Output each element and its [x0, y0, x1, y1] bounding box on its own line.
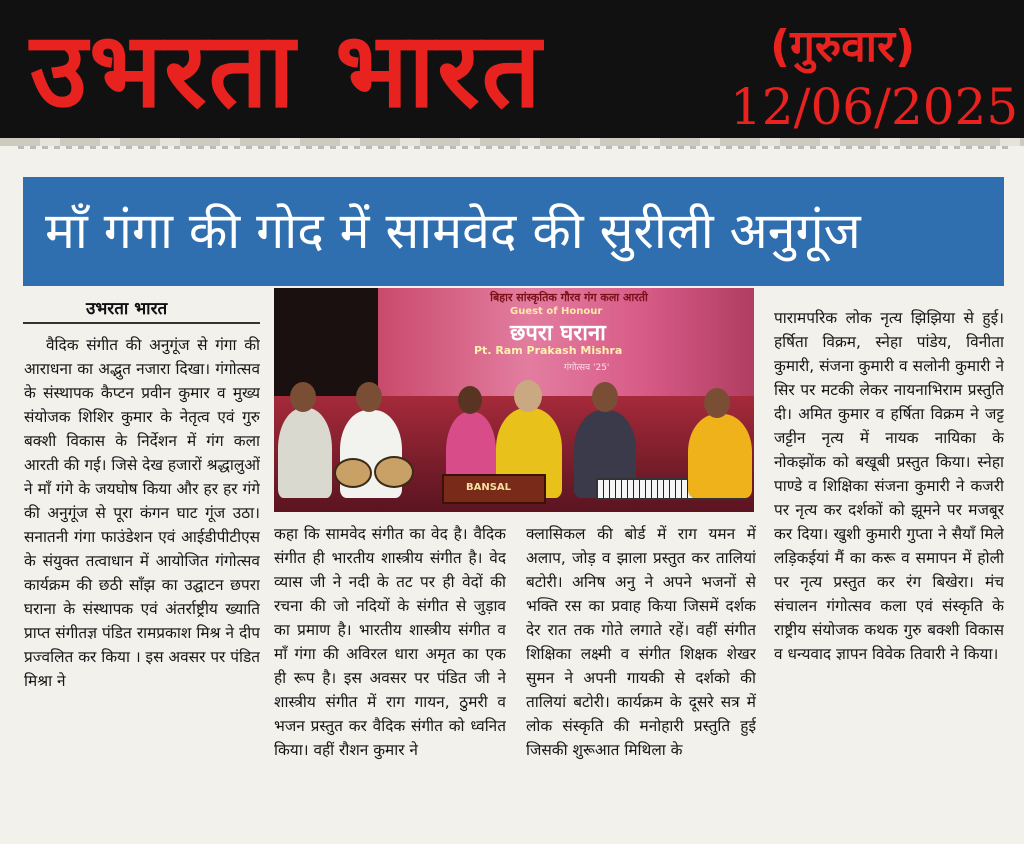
banner-guest-label: Guest of Honour [510, 306, 603, 317]
masthead-divider [0, 138, 1024, 146]
masthead [0, 0, 1024, 138]
banner-guest-name: Pt. Ram Prakash Mishra [474, 344, 623, 357]
byline: उभरता भारत [86, 299, 168, 319]
banner-event: गंगोत्सव '25' [564, 363, 610, 373]
banner-gharana: छपरा घराना [510, 321, 606, 346]
tabla-drum-left [334, 458, 372, 488]
musician-yellow-head [704, 388, 730, 418]
harmonium-label: BANSAL [466, 482, 512, 493]
tabla-player-head [356, 382, 382, 412]
byline-rule [23, 322, 260, 324]
musician-kurta-head [592, 382, 618, 412]
musician-1-head [290, 382, 316, 412]
musician-yellow [688, 414, 752, 498]
event-photo [274, 288, 754, 512]
banner-title: बिहार सांस्कृतिक गौरव गंग कला आरती [490, 291, 648, 304]
musician-1 [278, 408, 332, 498]
dotted-divider [18, 146, 1008, 149]
article-column-1: वैदिक संगीत की अनुगूंज से गंगा की आराधना का अद्भुत नजारा दिखा। गंगोत्सव के संस्थापक कैप्टन प्रवीन कुमार व मुख्य संयोजक शिशिर कुमार के नेतृत्व एवं गुरु बक्शी विकास के निर्देशन में गंग कला आरती की गई। जिसे देख हजारों श्रद्धालुओं ने माँ गंगे के जयघोष किया और हर हर गंगे की अनुगूंज से पूरा कंगन घाट गूंज उठा। सनातनी गंगा फाउंडेशन एवं आईडीपीटीएस के संयुक्त तत्वाधान में आयोजित गंगोत्सव कार्यक्रम की छठी साँझ का उद्घाटन छपरा घराना के संस्थापक एवं अंतर्राष्ट्रीय ख्याति प्राप्त संगीतज्ञ पंडित रामप्रकाश मिश्र ने दीप प्रज्वलित कर किया । इस अवसर पर पंडित मिश्रा ने [24, 336, 260, 690]
publication-date: 12/06/2025 [730, 78, 1019, 136]
article-headline: माँ गंगा की गोद में सामवेद की सुरीली अनुगूंज [45, 202, 861, 260]
lead-vocalist-head [514, 380, 542, 412]
publication-day: (गुरुवार) [770, 21, 916, 72]
headline-bar [23, 177, 1004, 286]
singer-female-head [458, 386, 482, 414]
article-column-4: पारामपरिक लोक नृत्य झिझिया से हुई। हर्षिता विक्रम, स्नेहा पांडेय, विनीता कुमारी, संजना कुमारी व सलोनी कुमारी ने सिर पर मटकी लेकर नायनाभिराम प्रस्तुति दी। अमित कुमार व हर्षिता विक्रम ने जट्ट जट्टीन नृत्य में नायक नायिका के नोकझोंक को बखूबी प्रस्तुत किया। स्नेहा पाण्डे व शिक्षिका संजना कुमारी ने कजरी पर नृत्य कर दर्शकों को झूमने पर मजबूर कर दिया। खुशी कुमारी गुप्ता ने सैयाँ मिले लड़िकईयां मैं का करू व समापन में होली पर नृत्य प्रस्तुत कर रंग बिखेरा। मंच संचालन गंगोत्सव कला एवं संस्कृति के राष्ट्रीय संयोजक कथक गुरु बक्शी विकास व धन्यवाद ज्ञापन विवेक तिवारी ने किया। [774, 309, 1004, 663]
article-column-2: कहा कि सामवेद संगीत का वेद है। वैदिक संगीत ही भारतीय शास्त्रीय संगीत है। वेद व्यास जी ने नदी के तट पर ही वेदों की रचना की जो नदियों के संगीत से जुड़ाव का प्रमाण है। भारतीय शास्त्रीय संगीत व माँ गंगा की अविरल धारा अमृत का एक ही रूप है। इस अवसर पर पंडित जी ने शास्त्रीय संगीत में राग गायन, ठुमरी व भजन प्रस्तुत कर वैदिक संगीत को ध्वनित किया। वहीं रौशन कुमार ने [274, 525, 506, 759]
article-column-3: क्लासिकल की बोर्ड में राग यमन में अलाप, जोड़ व झाला प्रस्तुत कर तालियां बटोरी। अनिष अनु ने अपने भजनों से भक्ति रस का प्रवाह किया जिसमें दर्शक देर रात तक गोते लगाते रहें। वहीं संगीत शिक्षिका लक्ष्मी व संगीत शिक्षक शेखर सुमन ने अपनी गायकी से दर्शको की तालियां बटोरी। कार्यक्रम के दूसरे सत्र में लोक संस्कृति की मनोहारी प्रस्तुति हुई जिसकी शुरूआत मिथिला के [526, 525, 756, 759]
newspaper-name: उभरता भारत [30, 9, 543, 131]
tabla-drum-right [374, 456, 414, 488]
harmonium [442, 474, 546, 504]
